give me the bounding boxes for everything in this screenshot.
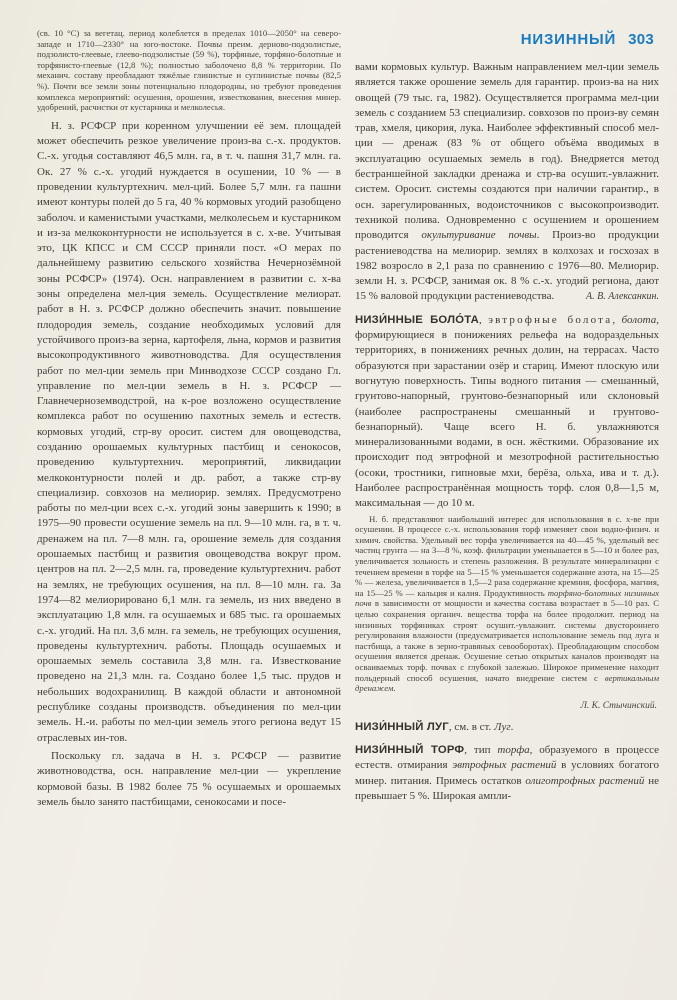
text-run: торфяно-болотных низинных почв xyxy=(355,587,659,609)
text-run: вертикальным дренажем xyxy=(355,672,659,694)
text-run: , xyxy=(478,313,489,326)
entry-nizinnye-bolota xyxy=(355,313,659,512)
text-run: . xyxy=(393,683,396,694)
text-columns xyxy=(37,26,659,813)
paragraph-continuation xyxy=(355,60,659,305)
text-run: (св. 10 °C) за вегетац. период колеблется в пределах 1010—2050° на северо-западе и 1710—2330° на юго-востоке. Почвы преим. дерново-подзолистые, подзолисто-глеевые, глеево-подзолистые (59 %), торфяные, торфяно-болотные и торфянисто-глеевые (12,8 %); полностью заболочено 8,8 % территории. По механич. составу преобладают тяжёлые глинистые и суглинистые почвы (82,5 %). Почти все земли зоны потенциально плодородны, но требуют проведения комплекса мероприятий: осушения, орошения, известкования, внесения минер. удобрений, расчистки от кустарника и мелколесья. xyxy=(37,28,341,113)
entry-headword-nizinny-torf: НИЗИ́ННЫЙ ТОРФ xyxy=(355,744,465,756)
page-number: 303 xyxy=(628,31,654,48)
paragraph-poskolku xyxy=(37,749,341,810)
author-signature-stychinsky xyxy=(355,700,657,712)
entry-nizinny-torf xyxy=(355,743,659,804)
author-signature-aleksankin: А. В. Алексанкин. xyxy=(586,291,659,303)
author-signature-stychinsky-text: Л. К. Стычинский. xyxy=(580,700,657,711)
text-run: , xyxy=(612,313,622,326)
entry-headword-nizinnye-bolota: НИЗИ́ННЫЕ БОЛО́ТА xyxy=(355,313,479,326)
text-run: окультуривание почвы xyxy=(421,229,537,242)
text-run: торфа xyxy=(497,744,530,756)
text-run: в условиях богатого минер. питания. Примесь остатков xyxy=(355,759,659,787)
text-run: Н. б. представляют наибольший интерес для использования в с. х-ве при осушении. В процессе с.-х. использования торф изменяет свои водно-физич. и химич. свойства. Удельный вес торфа увеличивается на 40—45 %, удельный вес частиц грунта — на 3—8 %, коэф. фильтрации уменьшается в 5—10 и более раз, увеличивается зольность и степень разложения. В результате минерализации с течением времени в торфе на 5—15 % уменьшается содержание азота, на 15—25 % — железа, увеличивается в 1,5—2 раза содержание кремния, фосфора, магния, на 15—25 % — кальция и калия. Продуктивность xyxy=(355,513,659,598)
small-print-nb xyxy=(355,514,659,694)
text-run: вами кормовых культур. Важным направлением мел-ции земель является также орошение земель для гарантир. произ-ва на них овощей (79 тыс. га, 1982). Осуществляется программа мел-ции земель с созданием 53 специализир. совхозов по произ-ву семян трав, хмеля, цикория, лука. Наиболее эффективный способ мел-ции — дренаж (83 % от общего объёма вводимых в эксплуатацию осушаемых земель в год). Внедряется метод бестраншейной закладки дренажа и стр-ва осушит.-увлажнит. систем. Оросит. системы создаются при наличии гарантир., в осн. зарегулированных, водоисточников с высокопроизводит. техникой полива. Одновременно с осушением и орошением проводится xyxy=(355,61,659,242)
left-column xyxy=(37,26,341,813)
text-run: не превышает 5 %. Широкая ампли- xyxy=(355,774,659,802)
text-run: Поскольку гл. задача в Н. з. РСФСР — развитие животноводства, осн. направление мел-ции — укрепление кормовой базы. В 1982 более 75 % осушаемых и орошаемых земель было занято пастбищами, сенокосами и посе- xyxy=(37,749,341,808)
entry-nizinny-lug xyxy=(355,720,659,735)
text-run: Луг xyxy=(494,720,511,733)
text-run: . Произ-во продукции растениеводства на мелиорир. землях в колхозах и госхозах в 1982 возросло в 2,1 раза по сравнению с 1976—80. Мелиорир. земли Н. з. РСФСР, занимая ок. 8 % с.-х. угодий региона, дают 15 % валовой продукции растениеводства. xyxy=(355,229,659,303)
text-run: эвтрофных растений xyxy=(452,759,557,772)
entry-headword-nizinny-lug: НИЗИ́ННЫЙ ЛУГ xyxy=(355,720,449,733)
text-run: , образуемого в процессе естеств. отмирания xyxy=(355,744,659,772)
continued-small-print xyxy=(37,28,341,113)
text-run: , тип xyxy=(464,744,498,756)
right-column xyxy=(355,26,659,813)
running-head-title: НИЗИННЫЙ xyxy=(520,31,617,48)
text-run: в зависимости от мощности и качества состава возрастает в 5—10 раз. С целью сохранения органич. вещества торфа на более продолжит. период на низинных торфяниках строят осушит.-увлажнит. системы двустороннего регулирования влажности (предусматривается использование земель под луга и пастбища, а также в зерно-травяных севооборотах). Преобладающим способом осушения является дренаж. Осушение сетью открытых каналов производят на осваиваемых торф. почвах с глубокой залежью. Широкое применение находит польдерный способ осушения, начато внедрение систем с xyxy=(355,598,659,683)
text-run: эвтрофные болота xyxy=(488,313,613,326)
text-run: Н. з. РСФСР при коренном улучшении её зем. площадей может обеспечить резкое увеличение произ-ва с.-х. продуктов. С.-х. угодья составляют 46,5 млн. га, в т. ч. пашня 31,7 млн. га. Ок. 27 % с.-х. угодий нуждается в осушении, 10 % — в проведении культуртехнич. мел-ций. Более 5,7 млн. га пашни имеют контуры полей до 5 га, 40 % кормовых угодий разобщено заболоч. и каменистыми участками, мелколесьем и кустарником и из-за мелкоконтурности не используется в с. х-ве. Учитывая это, ЦК КПСС и СМ СССР приняли пост. «О мерах по дальнейшему развитию сельского хозяйства Нечернозёмной зоны РСФСР» (1974). Осн. направлением в развитии с. х-ва зоны определена мел-ция земель. Осуществление мелиорат. работ в Н. з. РСФСР должно обеспечить значит. повышение плодородия земель, создание необходимых условий для устойчивого произ-ва зерна, картофеля, льна, кормов и развития высокопродуктивного животноводства. Для осуществления работ по мел-ции земель при Минводхозе СССР создано Гл. управление по мел-ции земель в Н. з. РСФСР — Главнечерноземводстрой, на к-рое возложено осуществление комплекса работ по осушению пахотных земель и естеств. кормовых угодий, стр-ву оросит. систем для овощеводства, созданию орошаемых культурных пастбищ и сенокосов, проведению культуртехнич. мероприятий, ликвидации мелкоконтурности полей и др. работ, а также стр-ву специализир. совхозов на мелиорир. землях. Предусмотрено работы по мел-ции всех с.-х. угодий зоны завершить к 1990; в 1975—90 провести осушение земель на пл. 9—10 млн. га, в т. ч. дренажем на пл. 7—8 млн. га, орошение земель для создания орошаемых пастбищ и развития овощеводства вокруг пром. центров на пл. 2—2,5 млн. га, проведение культуртехнич. работ на землях, не требующих осушения, на пл. 8—10 млн. га. За 1974—82 мелиорировано 6,1 млн. га земель, из них введено в эксплуатацию 1,8 млн. га осушаемых и 685 тыс. га орошаемых с.-х. угодий. На пл. 3,6 млн. га земель, не требующих осушения, проведены культуртехнич. работы. Площадь осушаемых и орошаемых земель составила 3,8 млн. га. Известкование проведено на 21,3 млн. га. Создано более 1,5 тыс. прудов и небольших водохранилищ. В каждой области и автономной республике созданы производств. объединения по мел-ции земель. Н.-и. работы по мел-ции земель этого региона ведут 15 отраслевых ин-тов. xyxy=(37,119,341,744)
text-run: . xyxy=(510,720,514,733)
text-run: олиготрофных растений xyxy=(525,774,645,787)
text-run: болота xyxy=(621,313,657,326)
text-run: , формирующиеся в понижениях рельефа на водораздельных территориях, в понижениях речных долин, на террасах. Часто образуются при зарастании озёр и стариц. Имеют плоскую или вогнутую поверхность. Типы водного питания — смешанный, грунтово-напорный, грунтово-безнапорный или склоновый (наиболее распространены смешанный и грунтово-безнапорный). Чаще всего Н. б. увлажняются минерализованными водами, в осн. жёсткими. Образование их происходит под эвтрофной и мезотрофной растительностью (осоки, тростники, гипновые мхи, берёза, ольха, ива и т. д.). Наиболее распространённая мощность торф. слоя 0,8—1,5 м, максимальная — до 10 м. xyxy=(355,313,660,510)
text-run: , см. в ст. xyxy=(448,720,495,733)
paragraph-nz-rsfsr xyxy=(37,119,341,746)
